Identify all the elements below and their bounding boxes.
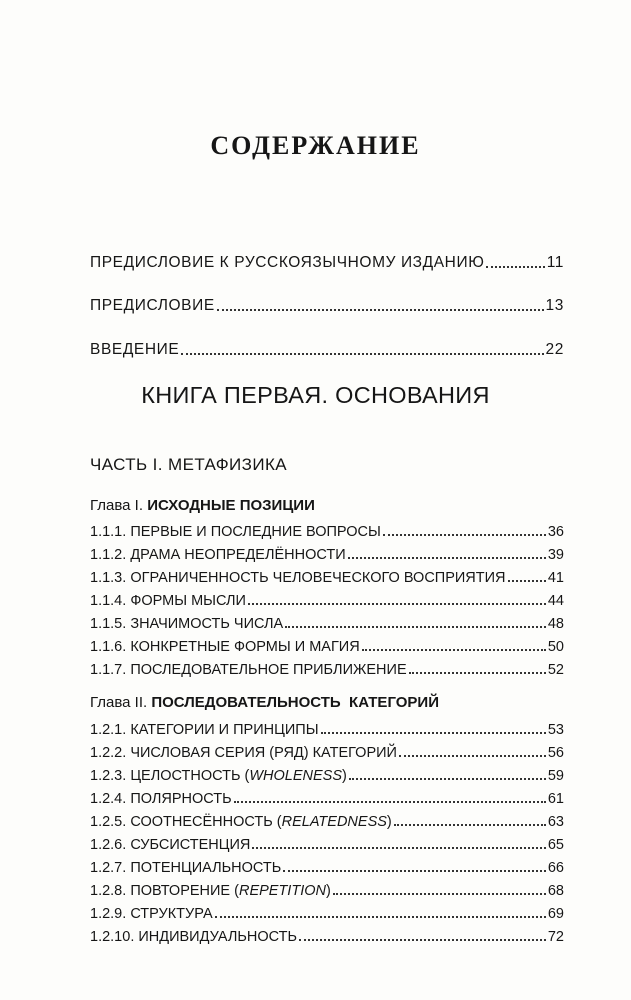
- section-title: ПОВТОРЕНИЕ (REPETITION): [130, 883, 331, 899]
- toc-section[interactable]: [90, 898, 564, 922]
- toc-section[interactable]: [90, 829, 564, 853]
- chapter-title: [90, 497, 315, 514]
- chapter-title: [90, 694, 439, 711]
- section-number: 1.2.4.: [90, 791, 127, 807]
- section-title: ПЕРВЫЕ И ПОСЛЕДНИЕ ВОПРОСЫ: [130, 524, 381, 540]
- toc-page-number: 53: [547, 722, 564, 738]
- section-title: ОГРАНИЧЕННОСТЬ ЧЕЛОВЕЧЕСКОГО ВОСПРИЯТИЯ: [130, 570, 506, 586]
- toc-page-number: 41: [547, 570, 564, 586]
- section-title: ПОЛЯРНОСТЬ: [130, 791, 232, 807]
- toc-page-number: 11: [546, 254, 564, 271]
- toc-page-number: 59: [547, 768, 564, 784]
- toc-section[interactable]: [90, 737, 564, 761]
- section-title: СООТНЕСЁННОСТЬ (RELATEDNESS): [130, 814, 392, 830]
- toc-page-number: 13: [545, 297, 564, 314]
- dot-leader: [248, 603, 546, 605]
- toc-section[interactable]: [90, 562, 564, 586]
- section-title: ЦЕЛОСТНОСТЬ (WHOLENESS): [130, 768, 347, 784]
- toc-page-number: 36: [547, 524, 564, 540]
- section-number: 1.2.5.: [90, 814, 127, 830]
- toc-entry-text: ПРЕДИСЛОВИЕ: [90, 297, 215, 314]
- section-title: ФОРМЫ МЫСЛИ: [130, 593, 246, 609]
- toc-page-number: 39: [547, 547, 564, 563]
- section-number: 1.1.6.: [90, 639, 127, 655]
- dot-leader: [181, 353, 543, 355]
- toc-entry-text: ВВЕДЕНИЕ: [90, 341, 180, 358]
- section-title: КАТЕГОРИИ И ПРИНЦИПЫ: [130, 722, 319, 738]
- dot-leader: [409, 672, 546, 674]
- toc-page-number: 68: [547, 883, 564, 899]
- dot-leader: [321, 732, 546, 734]
- dot-leader: [283, 870, 546, 872]
- chapter-label: Глава I.: [90, 497, 144, 514]
- toc-page-number: 44: [547, 593, 564, 609]
- toc-page-number: 69: [547, 906, 564, 922]
- section-title: ЧИСЛОВАЯ СЕРИЯ (РЯД) КАТЕГОРИЙ: [130, 745, 397, 761]
- toc-entry[interactable]: [90, 335, 564, 359]
- section-title-english: REPETITION: [238, 883, 326, 899]
- dot-leader: [234, 801, 546, 803]
- section-title: СУБСИСТЕНЦИЯ: [130, 837, 251, 853]
- section-number: 1.1.4.: [90, 593, 127, 609]
- toc-section[interactable]: [90, 852, 564, 876]
- toc-section[interactable]: [90, 539, 564, 563]
- section-number: 1.1.2.: [90, 547, 127, 563]
- book-title: КНИГА ПЕРВАЯ. ОСНОВАНИЯ: [141, 382, 490, 408]
- section-number: 1.1.3.: [90, 570, 127, 586]
- toc-page-number: 50: [547, 639, 564, 655]
- section-title: ДРАМА НЕОПРЕДЕЛЁННОСТИ: [130, 547, 346, 563]
- part-title: ЧАСТЬ I. МЕТАФИЗИКА: [90, 455, 288, 474]
- chapter-label: Глава II.: [90, 694, 148, 711]
- toc-page-number: 65: [547, 837, 564, 853]
- dot-leader: [508, 580, 546, 582]
- section-number: 1.2.3.: [90, 768, 127, 784]
- toc-section[interactable]: [90, 585, 564, 609]
- toc-section[interactable]: [90, 714, 564, 738]
- toc-page-number: 61: [547, 791, 564, 807]
- toc-section[interactable]: [90, 516, 564, 540]
- toc-section[interactable]: [90, 760, 564, 784]
- toc-section[interactable]: [90, 608, 564, 632]
- section-number: 1.2.1.: [90, 722, 127, 738]
- section-number: 1.1.5.: [90, 616, 127, 632]
- dot-leader: [399, 755, 546, 757]
- section-number: 1.2.8.: [90, 883, 127, 899]
- section-title: ПОТЕНЦИАЛЬНОСТЬ: [130, 860, 282, 876]
- section-number: 1.2.10.: [90, 929, 135, 945]
- dot-leader: [299, 939, 546, 941]
- dot-leader: [486, 266, 544, 268]
- dot-leader: [383, 534, 546, 536]
- section-number: 1.2.2.: [90, 745, 127, 761]
- page-title: СОДЕРЖАНИЕ: [210, 131, 421, 160]
- toc-page-number: 48: [547, 616, 564, 632]
- section-number: 1.2.6.: [90, 837, 127, 853]
- section-number: 1.2.7.: [90, 860, 127, 876]
- section-title-english: RELATEDNESS: [281, 814, 387, 830]
- section-title: КОНКРЕТНЫЕ ФОРМЫ И МАГИЯ: [130, 639, 360, 655]
- dot-leader: [348, 557, 546, 559]
- toc-page-number: 22: [545, 341, 564, 358]
- dot-leader: [217, 309, 544, 311]
- toc-section[interactable]: [90, 921, 564, 945]
- toc-page-number: 56: [547, 745, 564, 761]
- dot-leader: [215, 916, 546, 918]
- toc-entry[interactable]: [90, 248, 564, 272]
- section-title: ЗНАЧИМОСТЬ ЧИСЛА: [130, 616, 284, 632]
- dot-leader: [362, 649, 546, 651]
- toc-page-number: 63: [547, 814, 564, 830]
- toc-page-number: 72: [547, 929, 564, 945]
- section-title-english: WHOLENESS: [249, 768, 342, 784]
- dot-leader: [252, 847, 545, 849]
- dot-leader: [394, 824, 546, 826]
- dot-leader: [333, 893, 546, 895]
- toc-section[interactable]: [90, 806, 564, 830]
- toc-entry[interactable]: [90, 291, 564, 315]
- toc-section[interactable]: [90, 654, 564, 678]
- toc-section[interactable]: [90, 631, 564, 655]
- toc-page-number: 52: [547, 662, 564, 678]
- toc-entry-text: ПРЕДИСЛОВИЕ К РУССКОЯЗЫЧНОМУ ИЗДАНИЮ: [90, 254, 485, 271]
- toc-section[interactable]: [90, 783, 564, 807]
- section-title: ИНДИВИДУАЛЬНОСТЬ: [138, 929, 297, 945]
- chapter-name: ИСХОДНЫЕ ПОЗИЦИИ: [147, 497, 315, 514]
- section-number: 1.1.1.: [90, 524, 127, 540]
- dot-leader: [349, 778, 546, 780]
- section-title: ПОСЛЕДОВАТЕЛЬНОЕ ПРИБЛИЖЕНИЕ: [130, 662, 407, 678]
- toc-section[interactable]: [90, 875, 564, 899]
- section-number: 1.2.9.: [90, 906, 127, 922]
- toc-page-number: 66: [547, 860, 564, 876]
- section-number: 1.1.7.: [90, 662, 127, 678]
- chapter-name: ПОСЛЕДОВАТЕЛЬНОСТЬ КАТЕГОРИЙ: [151, 694, 439, 711]
- dot-leader: [285, 626, 546, 628]
- section-title: СТРУКТУРА: [130, 906, 213, 922]
